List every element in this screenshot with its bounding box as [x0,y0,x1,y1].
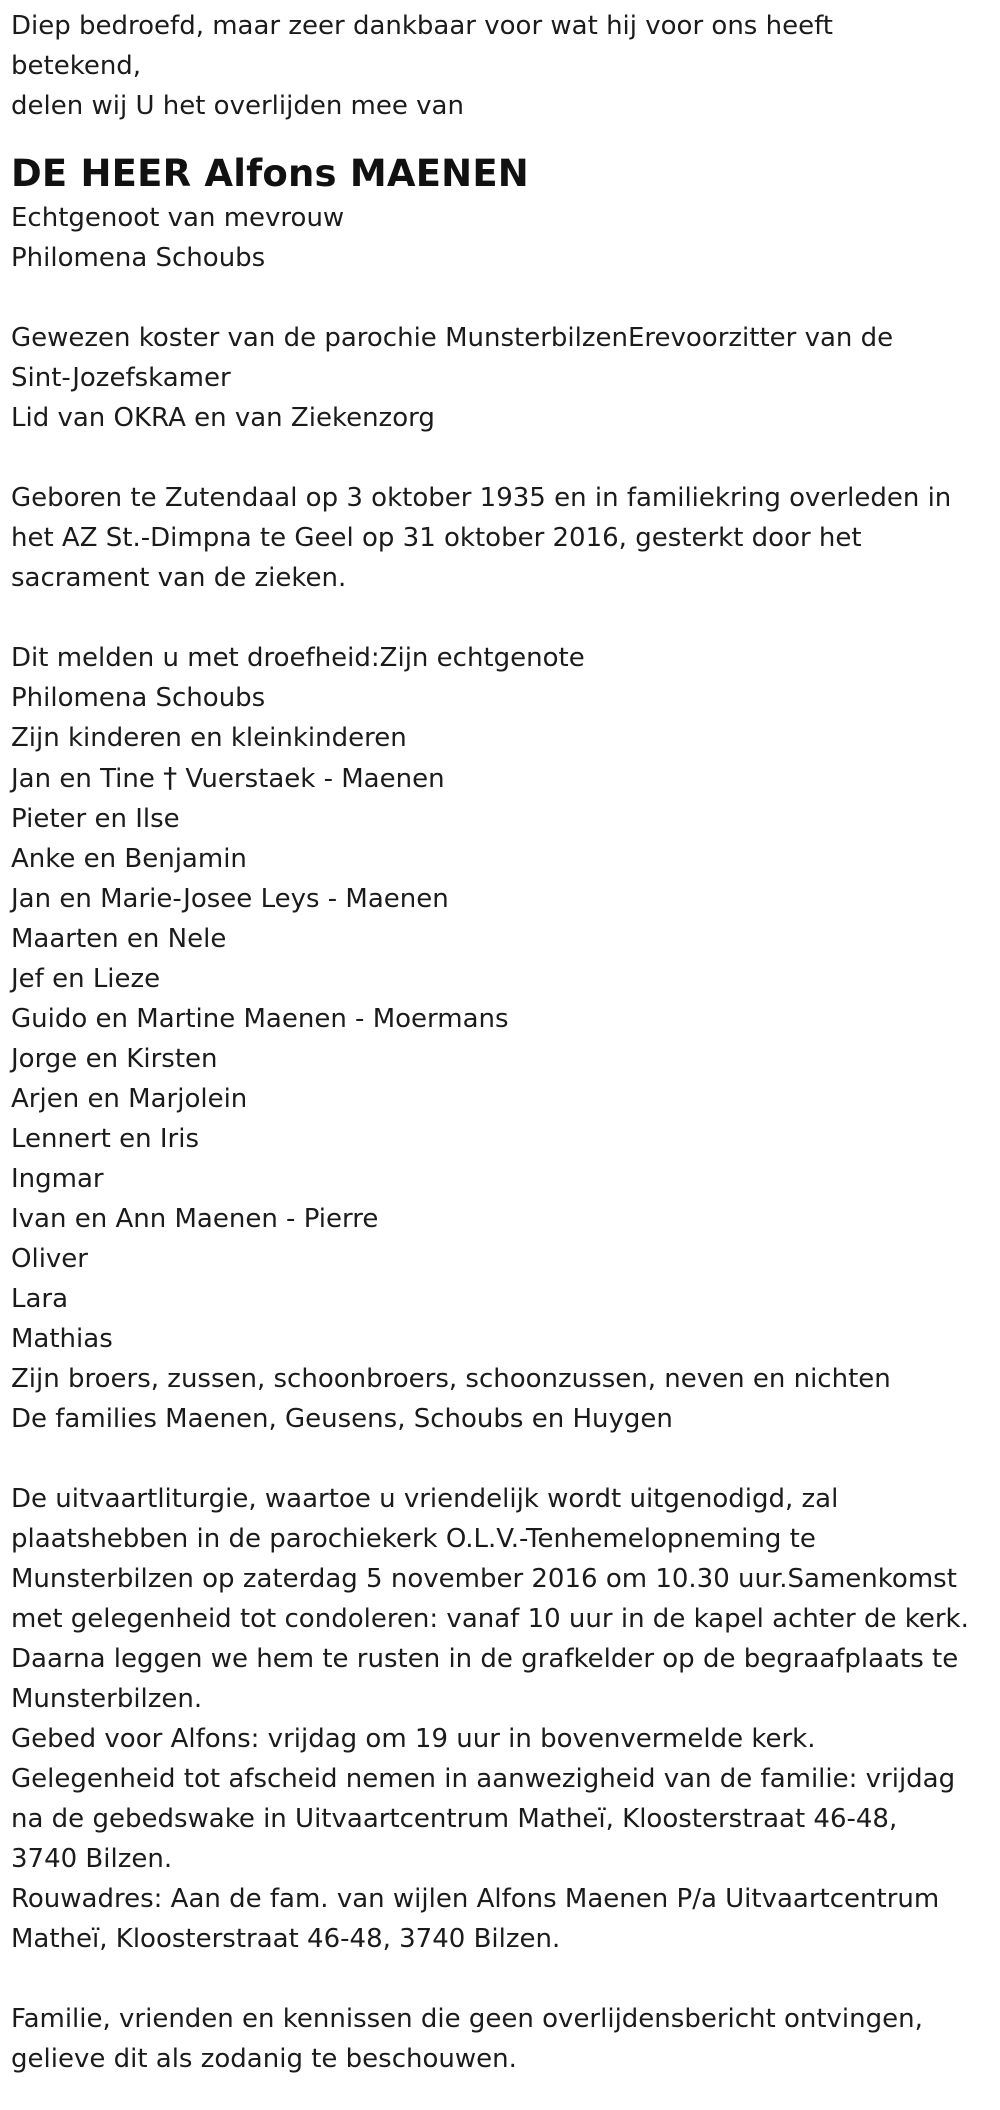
funeral-line: 3740 Bilzen. [11,1844,173,1874]
funeral-line: Munsterbilzen. [11,1684,203,1714]
family-member: Oliver [11,1244,88,1274]
family-member: Lara [11,1284,69,1314]
spacer [11,278,991,318]
funeral-line: na de gebedswake in Uitvaartcentrum Matheï, Kloosterstraat 46-48, [11,1804,898,1834]
intro-paragraph [11,6,991,126]
funeral-line: Gebed voor Alfons: vrijdag om 19 uur in bovenvermelde kerk. [11,1724,816,1754]
intro-line-1: Diep bedroefd, maar zeer dankbaar voor wat hij voor ons heeft [11,11,833,41]
family-member: Pieter en Ilse [11,804,180,834]
funeral-line: plaatshebben in de parochiekerk O.L.V.-Tenhemelopneming te [11,1524,816,1554]
family-paragraph [11,638,991,1439]
roles-paragraph [11,318,991,438]
family-member: Zijn broers, zussen, schoonbroers, schoonzussen, neven en nichten [11,1364,891,1394]
family-member: Jan en Marie-Josee Leys - Maenen [11,884,449,914]
roles-line-3: Lid van OKRA en van Ziekenzorg [11,403,435,433]
spacer [11,1959,991,1999]
funeral-line: Munsterbilzen op zaterdag 5 november 2016 om 10.30 uur.Samenkomst [11,1564,957,1594]
closing-line-2: gelieve dit als zodanig te beschouwen. [11,2044,517,2074]
spacer [11,1439,991,1479]
family-member: Mathias [11,1324,113,1354]
funeral-line: met gelegenheid tot condoleren: vanaf 10 uur in de kapel achter de kerk. [11,1604,969,1634]
funeral-paragraph [11,1479,991,1959]
roles-line-2: Sint-Jozefskamer [11,363,231,393]
roles-line-1: Gewezen koster van de parochie MunsterbilzenErevoorzitter van de [11,323,894,353]
funeral-line: De uitvaartliturgie, waartoe u vriendelijk wordt uitgenodigd, zal [11,1484,839,1514]
deceased-name: DE HEER Alfons MAENEN [11,152,529,195]
intro-line-3: delen wij U het overlijden mee van [11,91,464,121]
funeral-line: Matheï, Kloosterstraat 46-48, 3740 Bilzen. [11,1924,561,1954]
spacer [11,438,991,478]
family-member: Ivan en Ann Maenen - Pierre [11,1204,379,1234]
intro-line-2: betekend, [11,51,142,81]
family-member: Lennert en Iris [11,1124,199,1154]
family-spouse: Philomena Schoubs [11,683,266,713]
family-member: Maarten en Nele [11,924,227,954]
children-heading: Zijn kinderen en kleinkinderen [11,723,407,753]
spouse-paragraph [11,198,991,278]
spouse-name: Philomena Schoubs [11,243,266,273]
family-member: Jef en Lieze [11,964,161,994]
spouse-line: Echtgenoot van mevrouw [11,203,345,233]
family-member: Anke en Benjamin [11,844,247,874]
spacer [11,598,991,638]
family-member: Ingmar [11,1164,104,1194]
closing-line-1: Familie, vrienden en kennissen die geen overlijdensbericht ontvingen, [11,2004,923,2034]
family-member-jan-tine-first: Jan en Tine [11,764,164,794]
funeral-line: Daarna leggen we hem te rusten in de grafkelder op de begraafplaats te [11,1644,959,1674]
closing-paragraph [11,1999,991,2079]
obituary-document [11,0,991,2079]
funeral-line: Gelegenheid tot afscheid nemen in aanwezigheid van de familie: vrijdag [11,1764,956,1794]
family-member: Arjen en Marjolein [11,1084,248,1114]
birth-line-2: het AZ St.-Dimpna te Geel op 31 oktober 2016, gesterkt door het [11,523,862,553]
family-heading: Dit melden u met droefheid:Zijn echtgenote [11,643,585,673]
family-member: De families Maenen, Geusens, Schoubs en Huygen [11,1404,673,1434]
birth-line-1: Geboren te Zutendaal op 3 oktober 1935 en in familiekring overleden in [11,483,952,513]
family-member: Jorge en Kirsten [11,1044,218,1074]
funeral-line: Rouwadres: Aan de fam. van wijlen Alfons Maenen P/a Uitvaartcentrum [11,1884,940,1914]
family-member: Guido en Martine Maenen - Moermans [11,1004,509,1034]
birth-paragraph [11,478,991,598]
family-member-jan-tine [11,758,991,799]
cross-icon: † [163,761,178,794]
family-member-jan-tine-last: Vuerstaek - Maenen [177,764,445,794]
birth-line-3: sacrament van de zieken. [11,563,347,593]
